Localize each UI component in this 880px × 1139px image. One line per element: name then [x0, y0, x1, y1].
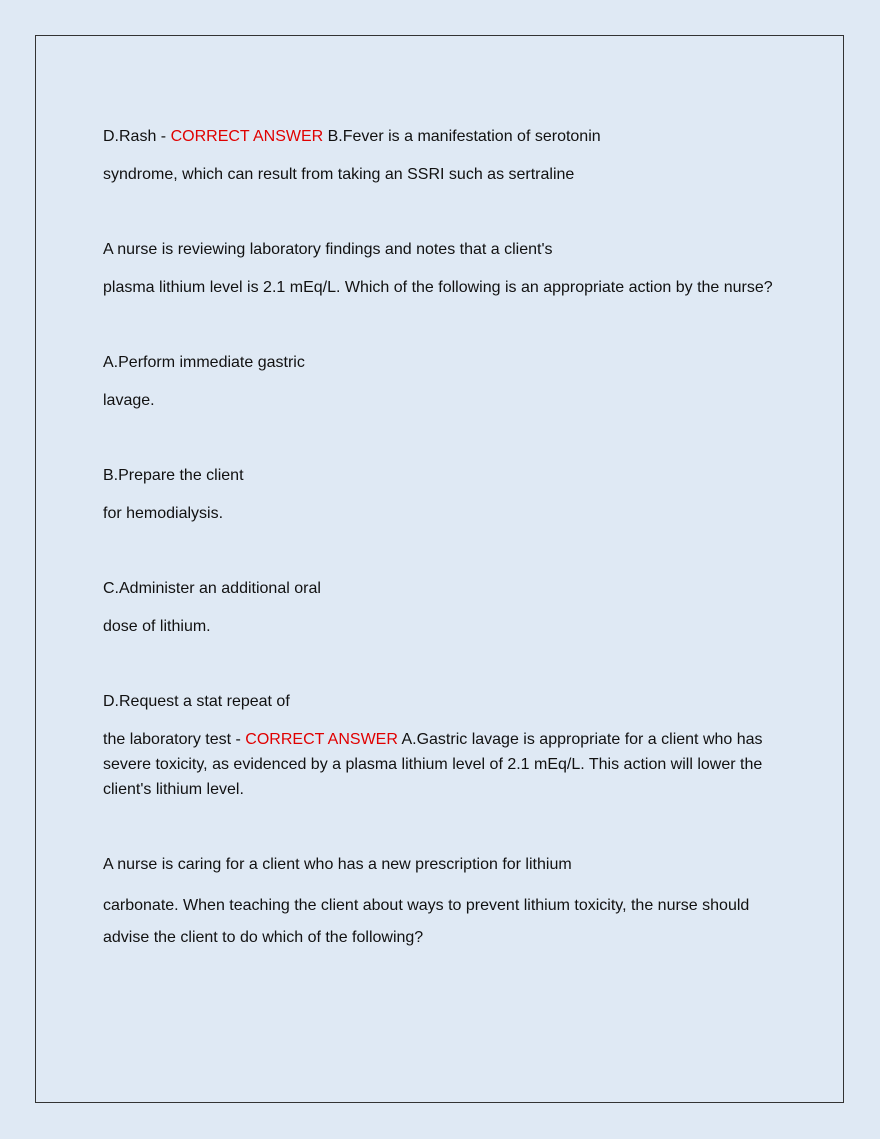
option-b-cont: for hemodialysis.: [103, 505, 224, 522]
question-text-2-cont: carbonate. When teaching the client about ways to prevent lithium toxicity, the nurse should advise the client to do which of the following?: [103, 897, 750, 946]
document-body: [103, 124, 793, 954]
question-text: A nurse is reviewing laboratory findings and notes that a client's: [103, 241, 553, 258]
option-c-cont: dose of lithium.: [103, 618, 211, 635]
option-a-cont: lavage.: [103, 392, 155, 409]
answer-rationale: syndrome, which can result from taking an SSRI such as sertraline: [103, 166, 575, 183]
option-c: C.Administer an additional oral: [103, 580, 321, 597]
option-d: D.Request a stat repeat of: [103, 693, 290, 710]
question-text-2: A nurse is caring for a client who has a new prescription for lithium: [103, 856, 572, 873]
option-b: B.Prepare the client: [103, 467, 244, 484]
question-text-cont: plasma lithium level is 2.1 mEq/L. Which of the following is an appropriate action by the nurse?: [103, 279, 773, 296]
correct-answer-label: CORRECT ANSWER: [245, 731, 398, 748]
document-page: [35, 35, 844, 1103]
option-d-answer: the laboratory test - CORRECT ANSWER A.Gastric lavage is appropriate for a client who has severe toxicity, as evidenced by a plasma lithium level of 2.1 mEq/L. This action will lower the client's lithium level.: [103, 731, 763, 798]
correct-answer-label: CORRECT ANSWER: [170, 128, 324, 145]
answer-line: D.Rash - CORRECT ANSWER B.Fever is a manifestation of serotonin: [103, 128, 601, 145]
option-a: A.Perform immediate gastric: [103, 354, 305, 371]
